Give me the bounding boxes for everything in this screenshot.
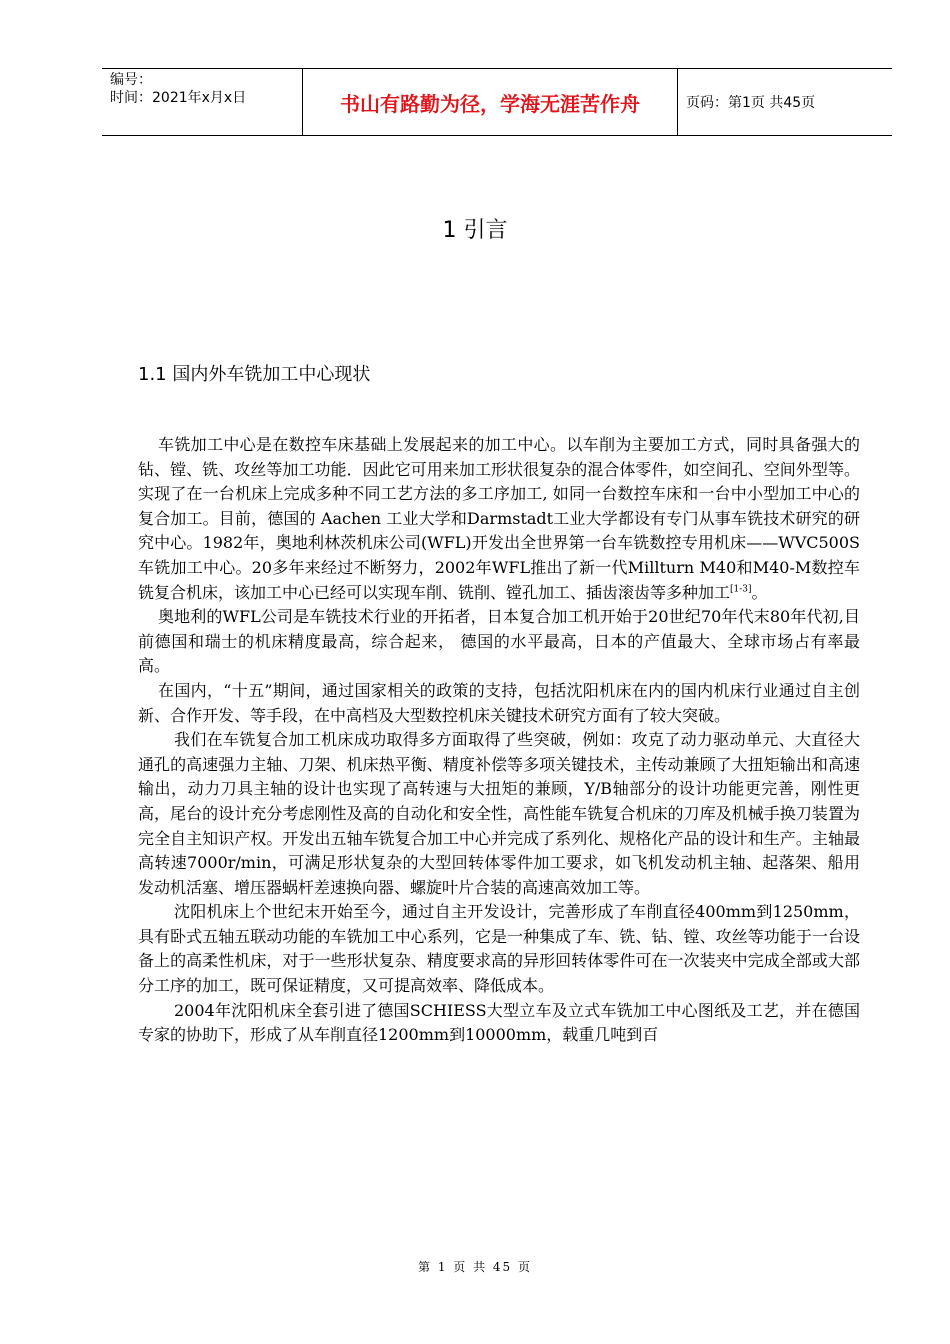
paragraph-text: 车铣加工中心是在数控车床基础上发展起来的加工中心。以车削为主要加工方式，同时具备强大的钻、镗、铣、攻丝等加工功能．因此它可用来加工形状很复杂的混合体零件，如空间孔、空间外型等。实现了在一台机床上完成多种不同工艺方法的多工序加工, 如同一台数控车床和一台中小型加工中心的复合加工。目前，德国的 Aachen 工业大学和Darmstadt工业大学都设有专门从事车铣技术研究的研究中心。1982年，奥地利林茨机床公司(WFL)开发出全世界第一台车铣数控专用机床——WVC500S车铣加工中心。20多年来经过不断努力，2002年WFL推出了新一代Millturn M40和M40-M数控车铣复合机床，该加工中心已经可以实现车削、铣削、镗孔加工、插齿滚齿等多种加工 <box>138 435 860 602</box>
number-label: 编号： <box>110 72 152 88</box>
page-info-text: 页码：第1页 共45页 <box>686 95 816 111</box>
time-label: 时间：2021年x月x日 <box>110 90 247 106</box>
chapter-title: 1 引言 <box>442 218 508 243</box>
paragraph <box>138 433 860 605</box>
page-info-cell <box>678 69 892 135</box>
section-title: 1.1 国内外车铣加工中心现状 <box>138 364 371 385</box>
paragraph: 2004年沈阳机床全套引进了德国SCHIESS大型立车及立式车铣加工中心图纸及工艺，并在德国专家的协助下，形成了从车削直径1200mm到10000mm，载重几吨到百 <box>138 1000 860 1045</box>
body-text <box>138 433 860 1048</box>
header-left-cell <box>102 69 303 135</box>
paragraph: 奥地利的WFL公司是车铣技术行业的开拓者，日本复合加工机开始于20世纪70年代末80年代初,目前德国和瑞士的机床精度最高，综合起来， 德国的水平最高，日本的产值最大、全球市场占有率最高。 <box>138 607 860 676</box>
citation: [1-3] <box>730 584 752 595</box>
page-footer: 第 1 页 共 45 页 <box>418 1260 532 1274</box>
motto-cell <box>303 69 678 135</box>
paragraph: 沈阳机床上个世纪末开始至今，通过自主开发设计，完善形成了车削直径400mm到1250mm，具有卧式五轴五联动功能的车铣加工中心系列，它是一种集成了车、铣、钻、镗、攻丝等功能于一台设备上的高柔性机床，对于一些形状复杂、精度要求高的异形回转体零件可在一次装夹中完成全部或大部分工序的加工，既可保证精度，又可提高效率、降低成本。 <box>138 902 860 996</box>
paragraph: 我们在车铣复合加工机床成功取得多方面取得了些突破，例如：攻克了动力驱动单元、大直径大通孔的高速强力主轴、刀架、机床热平衡、精度补偿等多项关键技术，主传动兼顾了大扭矩输出和高速输出，动力刀具主轴的设计也实现了高转速与大扭矩的兼顾，Y/B轴部分的设计功能更完善，刚性更高，尾台的设计充分考虑刚性及高的自动化和安全性，高性能车铣复合机床的刀库及机械手换刀装置为完全自主知识产权。开发出五轴车铣复合加工中心并完成了系列化、规格化产品的设计和生产。主轴最高转速7000r/min，可满足形状复杂的大型回转体零件加工要求，如飞机发动机主轴、起落架、船用发动机活塞、增压器蜗杆差速换向器、螺旋叶片合装的高速高效加工等。 <box>138 730 860 897</box>
paragraph-end: 。 <box>751 582 768 602</box>
motto-text: 书山有路勤为径，学海无涯苦作舟 <box>340 91 640 116</box>
paragraph: 在国内，“十五”期间，通过国家相关的政策的支持，包括沈阳机床在内的国内机床行业通过自主创新、合作开发、等手段，在中高档及大型数控机床关键技术研究方面有了较大突破。 <box>138 680 860 725</box>
header-table <box>102 68 892 136</box>
